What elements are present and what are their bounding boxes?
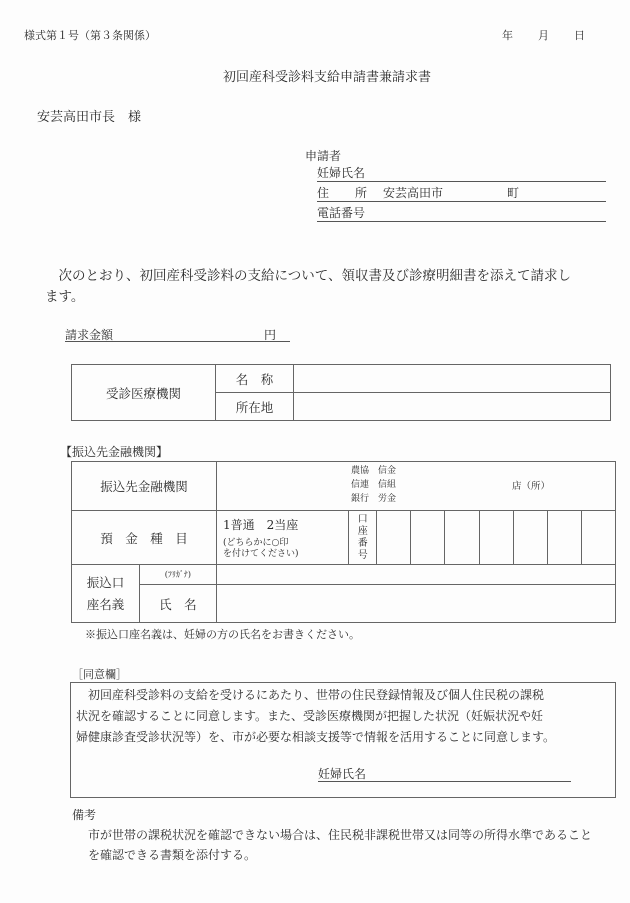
- branch-label: 店（所）: [511, 481, 550, 492]
- address-city: 安芸高田市: [383, 186, 444, 200]
- bank-table: [71, 461, 616, 623]
- institution-types: [351, 464, 396, 506]
- account-digit-4[interactable]: [479, 511, 513, 565]
- account-digit-1[interactable]: [377, 511, 411, 565]
- clinic-table: [71, 364, 611, 421]
- date-month-label: 月: [538, 29, 549, 42]
- account-digit-5[interactable]: [513, 511, 547, 565]
- address-label-1: 住: [317, 186, 330, 200]
- institution-type-row: 農協 信金: [350, 466, 396, 476]
- claim-amount-field[interactable]: [65, 326, 290, 342]
- deposit-note-1: (どちらかに○印: [222, 537, 289, 548]
- account-digit-2[interactable]: [411, 511, 445, 565]
- account-holder-label-1: 振込口: [86, 574, 125, 590]
- holder-name-input[interactable]: [216, 585, 615, 623]
- deposit-type-label: 預 金 種 目: [72, 511, 217, 565]
- institution-type-row: 信連 信組: [350, 480, 396, 490]
- clinic-header: 受診医療機関: [72, 365, 216, 421]
- account-digit-3[interactable]: [445, 511, 479, 565]
- bank-section-title: 【振込先金融機関】: [60, 445, 169, 459]
- remarks-line-2: を確認できる書類を添付する。: [88, 848, 257, 862]
- addressee: 安芸高田市長 様: [37, 110, 142, 125]
- institution-type-row: 銀行 労金: [350, 494, 396, 504]
- remarks-title: 備考: [72, 808, 97, 822]
- pregnant-name-field[interactable]: [317, 164, 606, 182]
- account-holder-note: ※振込口座名義は、妊婦の方の氏名をお書きください。: [85, 628, 360, 641]
- consent-section-title: ［同意欄］: [72, 668, 127, 681]
- clinic-name-input[interactable]: [294, 365, 611, 393]
- intro-line-2: ます。: [45, 289, 85, 305]
- clinic-location-label: 所在地: [216, 393, 294, 421]
- furigana-label: (ﾌﾘｶﾞﾅ): [139, 565, 216, 585]
- consent-signature-field[interactable]: [318, 765, 571, 782]
- intro-line-1: 次のとおり、初回産科受診料の支給について、領収書及び診療明細書を添えて請求し: [45, 268, 571, 284]
- remarks-line-1: 市が世帯の課税状況を確認できない場合は、住民税非課税世帯又は同等の所得水準であること: [88, 828, 593, 842]
- phone-label: 電話番号: [317, 206, 366, 220]
- account-holder-label-2: 座名義: [86, 596, 125, 612]
- account-number-label-char: 座: [357, 525, 368, 537]
- account-number-label-char: 号: [357, 549, 368, 561]
- document-title: 初回産科受診料支給申請書兼請求書: [223, 70, 432, 85]
- claim-amount-unit: 円: [264, 328, 277, 342]
- clinic-location-input[interactable]: [294, 393, 611, 421]
- date-year-label: 年: [502, 29, 513, 42]
- deposit-options: 1普通 2当座: [222, 517, 299, 532]
- furigana-input[interactable]: [216, 565, 615, 585]
- account-holder-label: [72, 565, 140, 623]
- form-number: 様式第１号（第３条関係）: [24, 29, 156, 42]
- bank-institution-input[interactable]: [216, 462, 615, 511]
- phone-field[interactable]: [317, 204, 606, 222]
- consent-signature-label: 妊婦氏名: [318, 767, 367, 781]
- address-label-2: 所: [355, 186, 368, 200]
- consent-box: [70, 682, 616, 798]
- deposit-note-2: を付けてください): [222, 548, 299, 559]
- applicant-heading: 申請者: [305, 149, 342, 163]
- account-number-label-char: 番: [357, 537, 368, 549]
- pregnant-name-label: 妊婦氏名: [317, 166, 366, 180]
- account-number-label: [349, 511, 377, 565]
- date-day-label: 日: [574, 29, 585, 42]
- holder-name-label: 氏 名: [139, 585, 216, 623]
- claim-amount-label: 請求金額: [65, 328, 114, 342]
- consent-line-1: 初回産科受診料の支給を受けるにあたり、世帯の住民登録情報及び個人住民税の課税: [76, 688, 545, 702]
- consent-line-3: 婦健康診査受診状況等）を、市が必要な相談支援等で情報を活用することに同意します。: [76, 730, 556, 744]
- deposit-type-options[interactable]: [216, 511, 348, 565]
- account-digit-7[interactable]: [581, 511, 615, 565]
- account-digit-6[interactable]: [547, 511, 581, 565]
- address-field[interactable]: [317, 184, 606, 202]
- bank-institution-label: 振込先金融機関: [72, 462, 217, 511]
- address-town-suffix: 町: [507, 186, 520, 200]
- consent-line-2: 状況を確認することに同意します。また、受診医療機関が把握した状況（妊娠状況や妊: [76, 709, 544, 723]
- clinic-name-label: 名 称: [216, 365, 294, 393]
- account-number-label-char: 口: [357, 513, 368, 525]
